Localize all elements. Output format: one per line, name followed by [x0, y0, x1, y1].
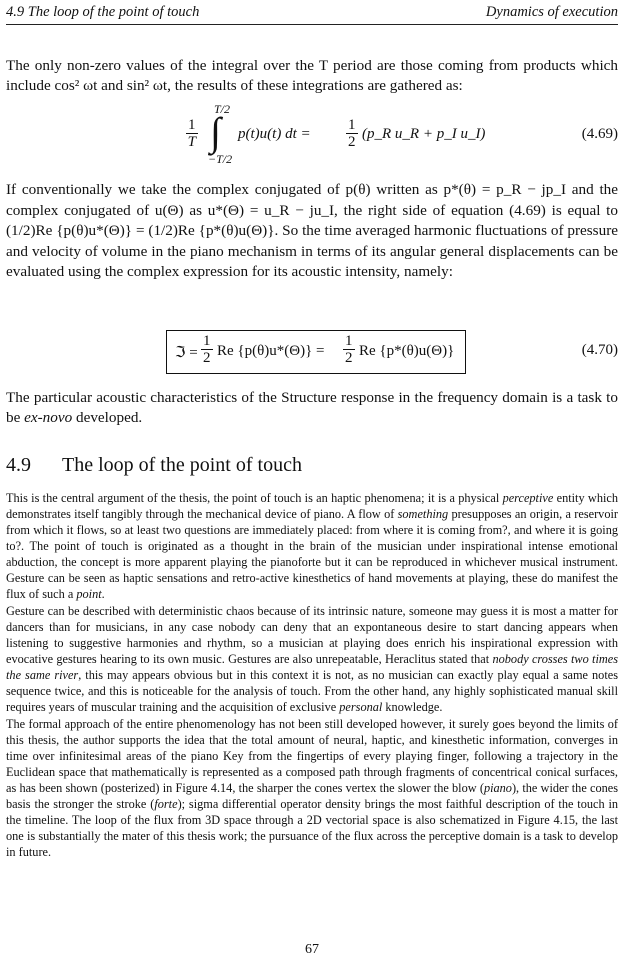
eq-lhs: ℑ =: [175, 345, 198, 361]
body-paragraph-3: [6, 716, 618, 860]
boxed-equation: [166, 330, 466, 374]
frac-numerator: 1: [203, 333, 211, 349]
integral-upper-limit: T/2: [214, 102, 231, 116]
section-title: The loop of the point of touch: [62, 454, 302, 476]
body-paragraph-2: [6, 603, 618, 715]
integral-lower-limit: −T/2: [208, 152, 233, 166]
frac-denominator: 2: [348, 134, 356, 150]
text-run: ); sigma differential operator density brings the most faithful description of the touch in the timeline. The loop of the flux from 3D space through a 2D vectorial space is also schematized in Figure 4.15, the last one is substantially the mater of this thesis work; the pursuance of the flux across the perceptive domain is a task to develop in future.: [6, 797, 619, 859]
equation-number: (4.70): [581, 342, 618, 358]
frac-one-half: [201, 333, 213, 366]
text-run: developed.: [72, 409, 143, 426]
emphasis: forte: [154, 797, 178, 811]
frac-denominator: T: [187, 134, 196, 150]
frac-denominator: 2: [203, 350, 211, 366]
page-number: 67: [305, 942, 319, 957]
text-run: This is the central argument of the thesis, the point of touch is an haptic phenomena; it is a physical: [6, 491, 503, 505]
equation-rhs: (p_R u_R + p_I u_I): [362, 126, 486, 142]
section-heading: [6, 454, 302, 477]
emphasis: piano: [483, 781, 512, 795]
equation-4-70: [6, 330, 618, 374]
section-number: 4.9: [6, 454, 31, 476]
frac-denominator: 2: [345, 350, 353, 366]
equation-4-69: [6, 102, 618, 168]
emphasis: ex-novo: [24, 409, 73, 426]
text-run: entity which demonstrates itself tangibly through the mechanical device of piano. A flow of: [6, 491, 618, 521]
body-paragraph-1: [6, 490, 618, 602]
text-run: The formal approach of the entire phenomenology has not been still developed however, it surely goes beyond the limits of this thesis, the author supports the idea that the total amount of neural, haptic, and kinesthetic information, converges in time over infinitesimal areas of the piano Key from the fingertips of every playing finger, following a trajectory in the Euclidean space that mathematically is represented as a composed path through fragments of concentrical conical surfaces, as has been shown (posterized) in Figure 4.14, the sharper the cones vertex the slower the blow (: [6, 717, 618, 795]
frac-1-over-T: [186, 117, 198, 150]
running-header: [6, 4, 618, 25]
text-run: Gesture can be described with deterministic chaos because of its intrinsic nature, someone may guess it is most a matter for dancers than for musicians, in any case nobody can deny that an expontaneous desire to start dancing appears when listening to suggestive harmonies and rhythm, so a musician at playing does enrich his inspirational expression with evocative gestures hearing to its own music. Gestures are also unrepeatable, Heraclitus stated that: [6, 604, 618, 666]
eq-term-1: Re {p(θ)u*(Θ)} =: [217, 343, 325, 359]
emphasis: perceptive: [502, 491, 554, 505]
conjugate-paragraph: If conventionally we take the complex conjugated of p(θ) written as p*(θ) = p_R − jp_I and the complex conjugated of u(Θ) as u*(Θ) = u_R − ju_I, the right side of equation (4.69) is equal to (1/2)Re {p(θ)u*(Θ)} = (1/2)Re {p*(θ)u(Θ)}. So the time averaged harmonic fluctuations of pressure and velocity of volume in the piano mechanism in terms of its angular general displacements can be evaluated using the complex expression for its acoustic intensity, namely:: [6, 181, 618, 280]
section-body: [6, 490, 618, 861]
text-run: knowledge.: [382, 700, 443, 714]
text-run: ), the wider the cones basis the stronger the stroke (: [6, 781, 618, 811]
text-run: .: [101, 587, 105, 601]
frac-numerator: 1: [345, 333, 353, 349]
eq-term-2: Re {p*(θ)u(Θ)}: [359, 343, 455, 359]
frac-one-half-2: [343, 333, 355, 366]
text-run: presupposes an origin, a reservoir from which it flows, so at least two questions are immediately placed: from where it is coming from?, and where it is going to?. The point of touch is originated as a thought in the brain of the musician under inspirational intense emotional abduction, the concept is more apparent playing the pianoforte but it can be reproduced in whichever musical instrument. Gesture can be seen as haptic sensations and retro-active kinesthetics of hand movements at playing, these do manifest the flux of such a: [6, 507, 618, 601]
intro-paragraph: The only non-zero values of the integral over the T period are those coming from products which include cos² ωt and sin² ωt, the results of these integrations are gathered as:: [6, 57, 618, 94]
frac-one-half: [346, 117, 358, 150]
integral-sign: ∫: [210, 109, 221, 154]
equation-number: (4.69): [581, 126, 618, 142]
header-chapter-title: Dynamics of execution: [485, 4, 618, 20]
frac-numerator: 1: [188, 117, 196, 133]
emphasis: nobody crosses two times the same river: [6, 652, 618, 682]
structure-paragraph: [6, 388, 618, 428]
emphasis: point: [76, 587, 102, 601]
equation-4-69-body: [186, 102, 506, 168]
emphasis: personal: [339, 700, 383, 714]
emphasis: something: [397, 507, 449, 521]
integrand: p(t)u(t) dt =: [238, 126, 311, 142]
header-section-title: 4.9 The loop of the point of touch: [6, 4, 200, 20]
frac-numerator: 1: [348, 117, 356, 133]
text-run: , this may appears obvious but in this context it is not, as no musician can exactly play equal a same notes sequence twice, and this is noticeable for the analysis of touch. From the other hand, any highly sophisticated manual skill requires years of muscular training and the acquisition of exclusive: [6, 668, 618, 714]
text-run: The particular acoustic characteristics of the Structure response in the frequency domain is a task to be: [6, 389, 618, 426]
